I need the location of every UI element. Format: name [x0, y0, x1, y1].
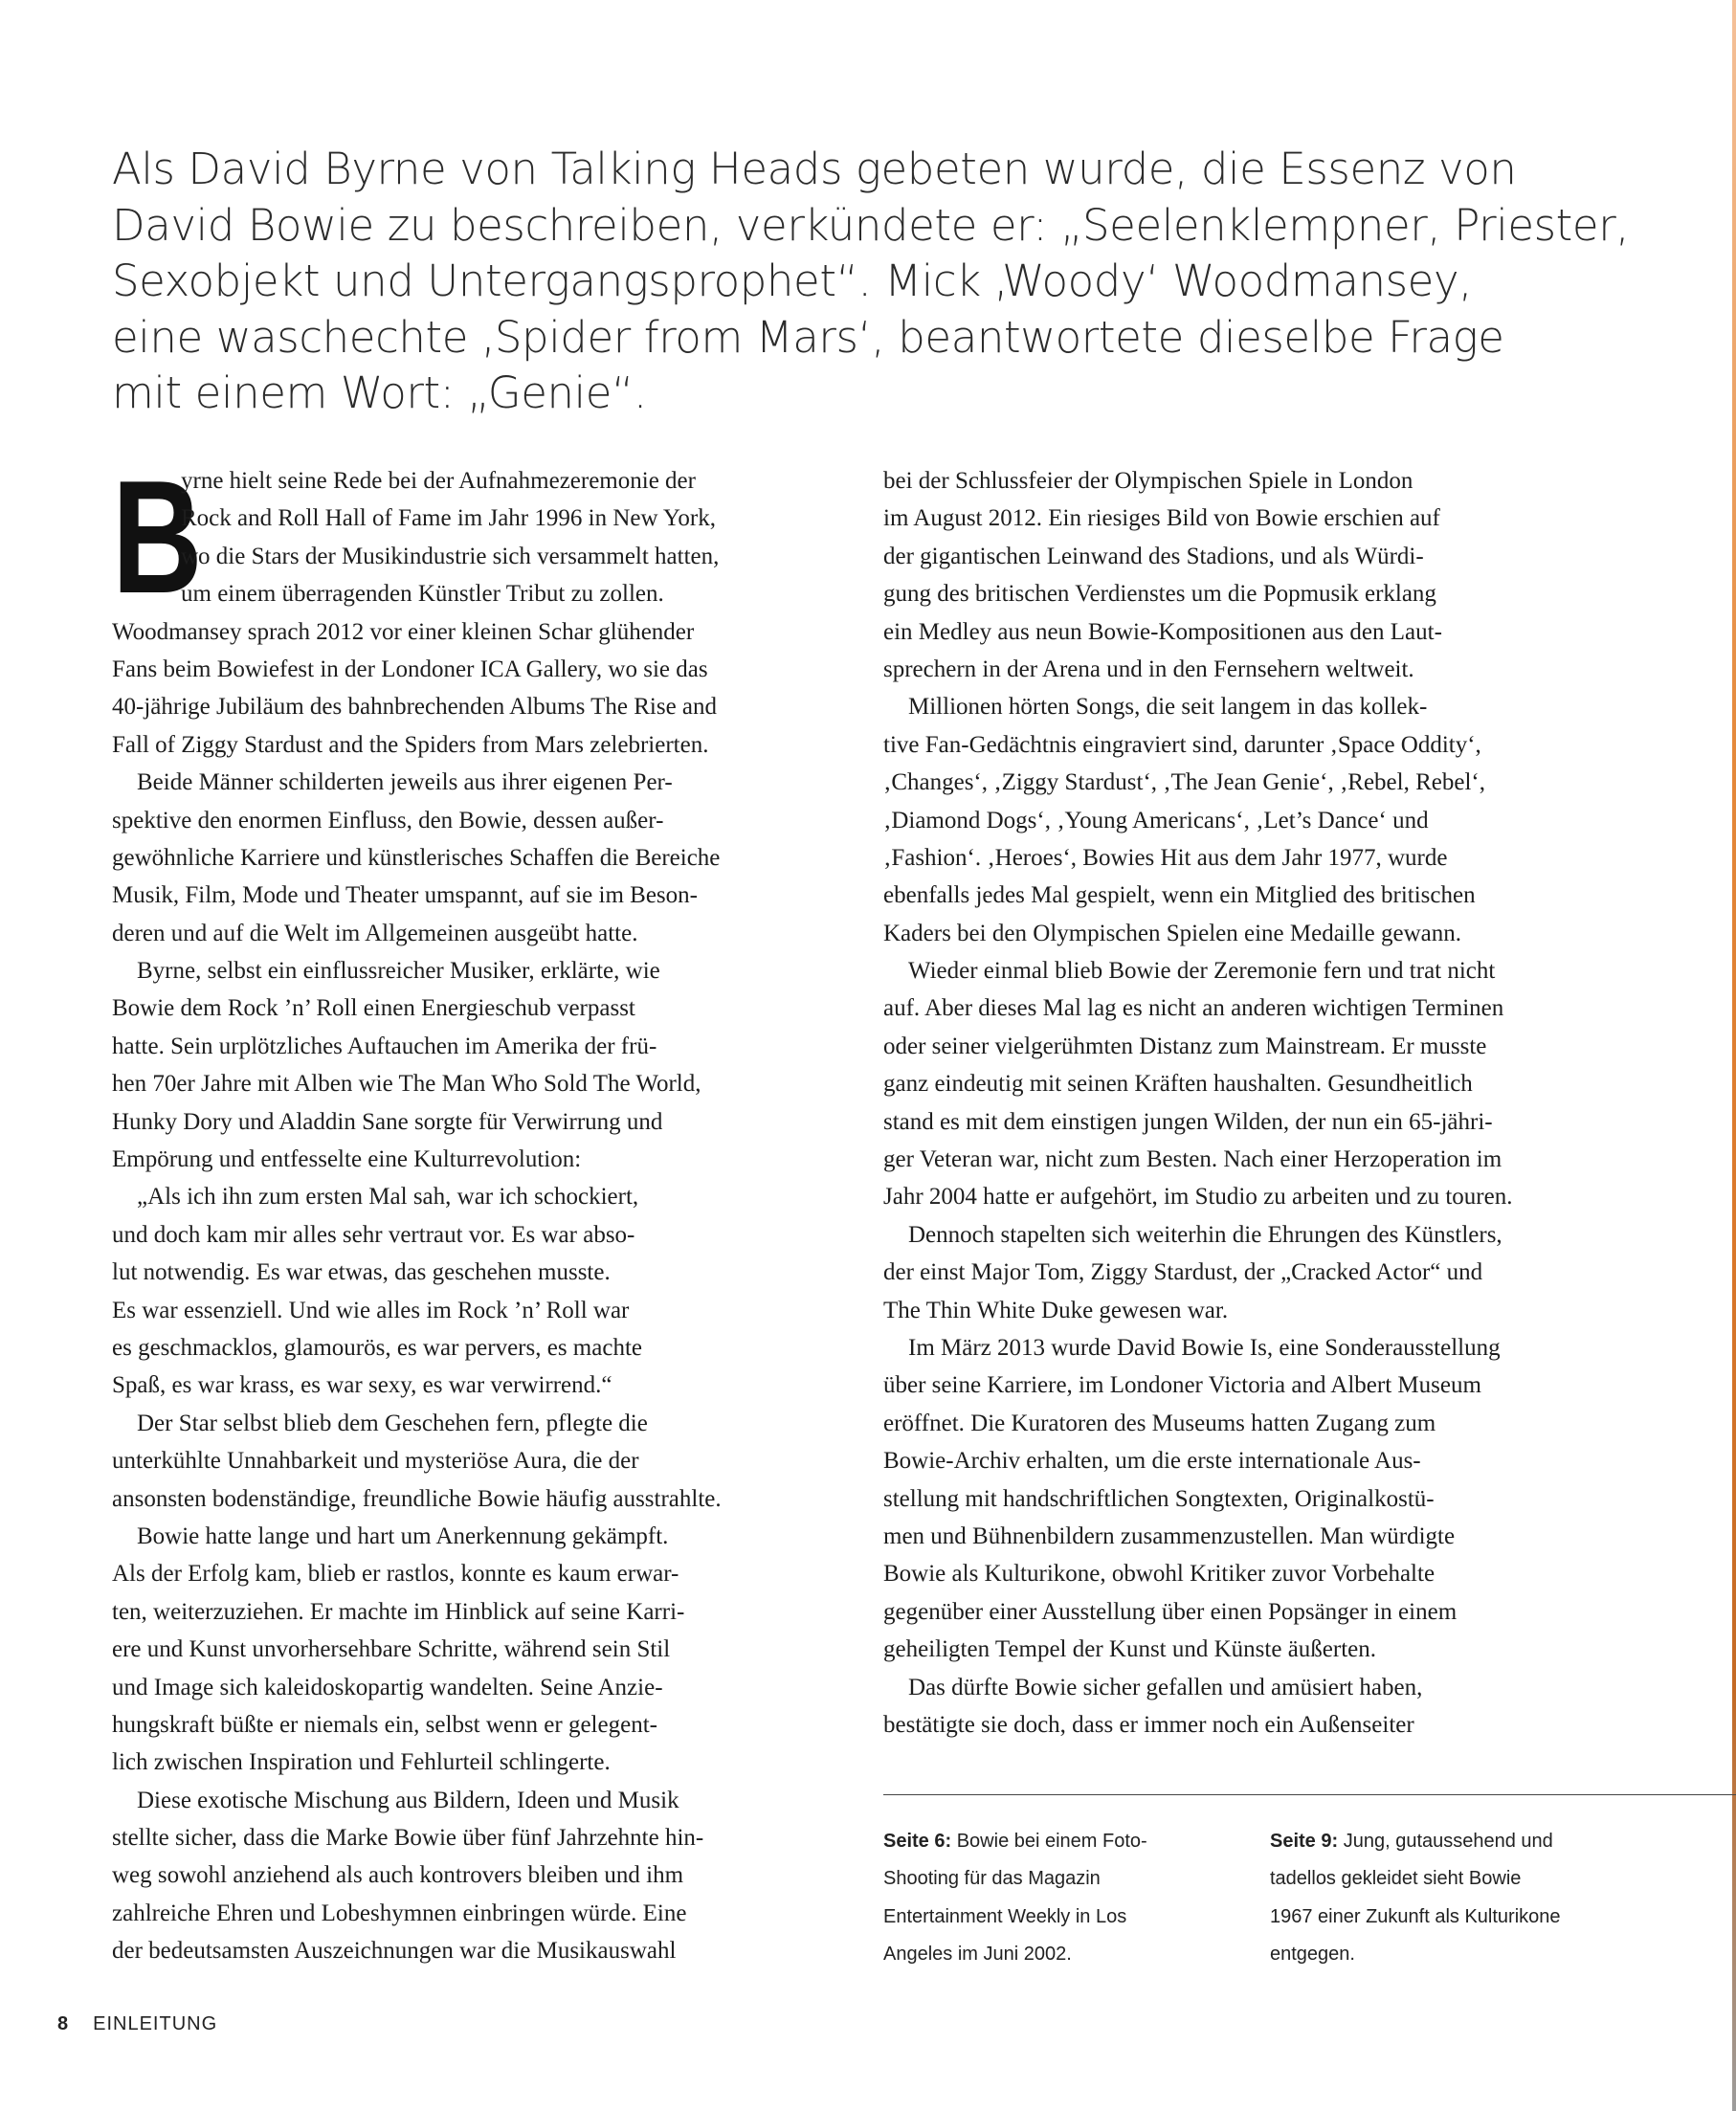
text-line: Als der Erfolg kam, blieb er rastlos, konnte es kaum erwar-: [112, 1561, 679, 1588]
text-line: zahlreiche Ehren und Lobeshymnen einbringen würde. Eine: [112, 1900, 687, 1926]
text-line: gewöhnliche Karriere und künstlerisches Schaffen die Bereiche: [112, 844, 721, 871]
text-line: ‚Changes‘, ‚Ziggy Stardust‘, ‚The Jean Genie‘, ‚Rebel, Rebel‘,: [883, 769, 1485, 796]
text-line: unterkühlte Unnahbarkeit und mysteriöse Aura, die der: [112, 1448, 639, 1475]
caption-label: Seite 6:: [883, 1831, 952, 1852]
lead-line: eine waschechte ‚Spider from Mars‘, beantwortete dieselbe Frage: [112, 311, 1504, 363]
quote-line: es geschmacklos, glamourös, es war pervers, es machte: [112, 1334, 642, 1361]
text-line: Bowie-Archiv erhalten, um die erste internationale Aus-: [883, 1448, 1421, 1475]
text-line: Kaders bei den Olympischen Spielen eine Medaille gewann.: [883, 920, 1461, 946]
lead-line: Sexobjekt und Untergangsprophet“. Mick ‚Woody‘ Woodmansey,: [112, 256, 1473, 306]
text-line: über seine Karriere, im Londoner Victoria and Albert Museum: [883, 1372, 1481, 1399]
text-line: men und Bühnenbildern zusammenzustellen. Man würdigte: [883, 1522, 1456, 1549]
text-line: geheiligten Tempel der Kunst und Künste äußerten.: [883, 1636, 1377, 1663]
caption-line: Entertainment Weekly in Los: [883, 1905, 1127, 1927]
text-line: spektive den enormen Einfluss, den Bowie, dessen außer-: [112, 807, 664, 833]
text-line: lich zwischen Inspiration und Fehlurteil schlingerte.: [112, 1749, 611, 1776]
text-line: Wieder einmal blieb Bowie der Zeremonie fern und trat nicht: [908, 958, 1496, 985]
text-line: Bowie hatte lange und hart um Anerkennung gekämpft.: [137, 1522, 669, 1549]
caption-line: tadellos gekleidet sieht Bowie: [1270, 1868, 1522, 1890]
text-line: ‚Diamond Dogs‘, ‚Young Americans‘, ‚Let’s Dance‘ und: [883, 807, 1429, 833]
quote-line: Spaß, es war krass, es war sexy, es war verwirrend.“: [112, 1372, 612, 1399]
caption-right: [1270, 1823, 1605, 1974]
text-line: Das dürfte Bowie sicher gefallen und amüsiert haben,: [908, 1674, 1423, 1700]
text-line: auf. Aber dieses Mal lag es nicht an anderen wichtigen Terminen: [883, 995, 1504, 1022]
text-line: im August 2012. Ein riesiges Bild von Bowie erschien auf: [883, 505, 1440, 532]
text-line: Bowie dem Rock ’n’ Roll einen Energieschub verpasst: [112, 995, 635, 1022]
text-line: und Image sich kaleidoskopartig wandelten. Seine Anzie-: [112, 1674, 663, 1700]
lead-paragraph: [112, 142, 1630, 422]
text-line: deren und auf die Welt im Allgemeinen ausgeübt hatte.: [112, 920, 638, 946]
text-line: stand es mit dem einstigen jungen Wilden, der nun ein 65-jähri-: [883, 1108, 1493, 1135]
text-line: Hunky Dory und Aladdin Sane sorgte für Verwirrung und: [112, 1108, 663, 1135]
text-line: gung des britischen Verdienstes um die Popmusik erklang: [883, 581, 1436, 608]
caption-line: Shooting für das Magazin: [883, 1868, 1101, 1890]
body-column-right: [883, 462, 1611, 1744]
caption-line: entgegen.: [1270, 1944, 1355, 1966]
text-line: Im März 2013 wurde David Bowie Is, eine Sonderausstellung: [908, 1334, 1501, 1361]
text-line: Woodmansey sprach 2012 vor einer kleinen Schar glühender: [112, 618, 695, 645]
text-line: der gigantischen Leinwand des Stadions, und als Würdi-: [883, 543, 1424, 569]
text-line: Rock and Roll Hall of Fame im Jahr 1996 in New York,: [181, 505, 716, 532]
text-line: der einst Major Tom, Ziggy Stardust, der „Cracked Actor“ und: [883, 1259, 1483, 1286]
text-line: oder seiner vielgerühmten Distanz zum Mainstream. Er musste: [883, 1033, 1487, 1059]
quote-line: „Als ich ihn zum ersten Mal sah, war ich schockiert,: [137, 1184, 639, 1211]
text-line: tive Fan-Gedächtnis eingraviert sind, darunter ‚Space Oddity‘,: [883, 731, 1481, 758]
text-line: hungskraft büßte er niemals ein, selbst wenn er gelegent-: [112, 1711, 657, 1738]
caption-divider: [883, 1794, 1736, 1795]
text-line: Empörung und entfesselte eine Kulturrevolution:: [112, 1146, 582, 1173]
text-line: ‚Fashion‘. ‚Heroes‘, Bowies Hit aus dem Jahr 1977, wurde: [883, 844, 1448, 871]
text-line: ganz eindeutig mit seinen Kräften haushalten. Gesundheitlich: [883, 1071, 1473, 1098]
text-line: ger Veteran war, nicht zum Besten. Nach einer Herzoperation im: [883, 1146, 1502, 1173]
body-column-left: [112, 447, 811, 1970]
text-line: ebenfalls jedes Mal gespielt, wenn ein Mitglied des britischen: [883, 882, 1476, 909]
caption-line: Angeles im Juni 2002.: [883, 1944, 1072, 1966]
text-line: 40-jährige Jubiläum des bahnbrechenden Albums The Rise and: [112, 694, 718, 721]
text-line: bei der Schlussfeier der Olympischen Spiele in London: [883, 468, 1413, 494]
caption-text: Jung, gutaussehend und: [1343, 1831, 1553, 1852]
text-line: ere und Kunst unvorhersehbare Schritte, während sein Stil: [112, 1636, 671, 1663]
text-line: bestätigte sie doch, dass er immer noch ein Außenseiter: [883, 1711, 1414, 1738]
text-line: weg sowohl anziehend als auch kontrovers bleiben und ihm: [112, 1862, 684, 1889]
text-line: Musik, Film, Mode und Theater umspannt, auf sie im Beson-: [112, 882, 698, 909]
text-line: wo die Stars der Musikindustrie sich versammelt hatten,: [181, 543, 720, 569]
quote-line: lut notwendig. Es war etwas, das geschehen musste.: [112, 1259, 611, 1286]
caption-line: 1967 einer Zukunft als Kulturikone: [1270, 1905, 1561, 1927]
text-line: Diese exotische Mischung aus Bildern, Ideen und Musik: [137, 1787, 679, 1813]
text-line: stellung mit handschriftlichen Songtexten, Originalkostü-: [883, 1485, 1435, 1512]
text-line: eröffnet. Die Kuratoren des Museums hatten Zugang zum: [883, 1410, 1436, 1436]
text-line: ansonsten bodenständige, freundliche Bowie häufig ausstrahlte.: [112, 1485, 722, 1512]
text-line: sprechern in der Arena und in den Fernsehern weltweit.: [883, 656, 1414, 682]
lead-line: Als David Byrne von Talking Heads gebeten wurde, die Essenz von: [112, 144, 1517, 194]
text-line: Byrne, selbst ein einflussreicher Musiker, erklärte, wie: [137, 958, 660, 985]
caption-label: Seite 9:: [1270, 1831, 1339, 1852]
text-line: Jahr 2004 hatte er aufgehört, im Studio zu arbeiten und zu touren.: [883, 1184, 1513, 1211]
lead-line: David Bowie zu beschreiben, verkündete er: „Seelenklempner, Priester,: [112, 199, 1630, 251]
page-footer: [57, 2013, 217, 2035]
caption-line: [1270, 1823, 1605, 1860]
text-line: der bedeutsamsten Auszeichnungen war die Musikauswahl: [112, 1938, 677, 1965]
caption-line: [883, 1823, 1218, 1860]
text-line: yrne hielt seine Rede bei der Aufnahmezeremonie der: [181, 468, 696, 494]
text-line: The Thin White Duke gewesen war.: [883, 1297, 1229, 1323]
page-number: 8: [57, 2013, 69, 2034]
text-line: Dennoch stapelten sich weiterhin die Ehrungen des Künstlers,: [908, 1221, 1502, 1248]
text-line: Fall of Ziggy Stardust and the Spiders from Mars zelebrierten.: [112, 731, 709, 758]
caption-text: Bowie bei einem Foto-: [956, 1831, 1147, 1852]
caption-left: [883, 1823, 1218, 1974]
section-title: EINLEITUNG: [93, 2013, 218, 2034]
quote-line: Es war essenziell. Und wie alles im Rock ’n’ Roll war: [112, 1297, 630, 1323]
text-line: Beide Männer schilderten jeweils aus ihrer eigenen Per-: [137, 769, 673, 796]
text-line: Fans beim Bowiefest in der Londoner ICA Gallery, wo sie das: [112, 656, 708, 682]
text-line: Bowie als Kulturikone, obwohl Kritiker zuvor Vorbehalte: [883, 1561, 1436, 1588]
text-line: ein Medley aus neun Bowie-Kompositionen aus den Laut-: [883, 618, 1442, 645]
text-line: ten, weiterzuziehen. Er machte im Hinblick auf seine Karri-: [112, 1598, 685, 1625]
text-line: Der Star selbst blieb dem Geschehen fern, pflegte die: [137, 1410, 648, 1436]
text-line: gegenüber einer Ausstellung über einen Popsänger in einem: [883, 1598, 1458, 1625]
lead-line: mit einem Wort: „Genie“.: [112, 367, 647, 418]
text-line: hatte. Sein urplötzliches Auftauchen im Amerika der frü-: [112, 1033, 657, 1059]
text-line: um einem überragenden Künstler Tribut zu zollen.: [181, 581, 664, 608]
quote-line: und doch kam mir alles sehr vertraut vor. Es war abso-: [112, 1221, 635, 1248]
text-line: stellte sicher, dass die Marke Bowie über fünf Jahrzehnte hin-: [112, 1825, 704, 1852]
text-line: Millionen hörten Songs, die seit langem in das kollek-: [908, 694, 1428, 721]
drop-cap: B: [112, 447, 203, 627]
text-line: hen 70er Jahre mit Alben wie The Man Who Sold The World,: [112, 1071, 701, 1098]
